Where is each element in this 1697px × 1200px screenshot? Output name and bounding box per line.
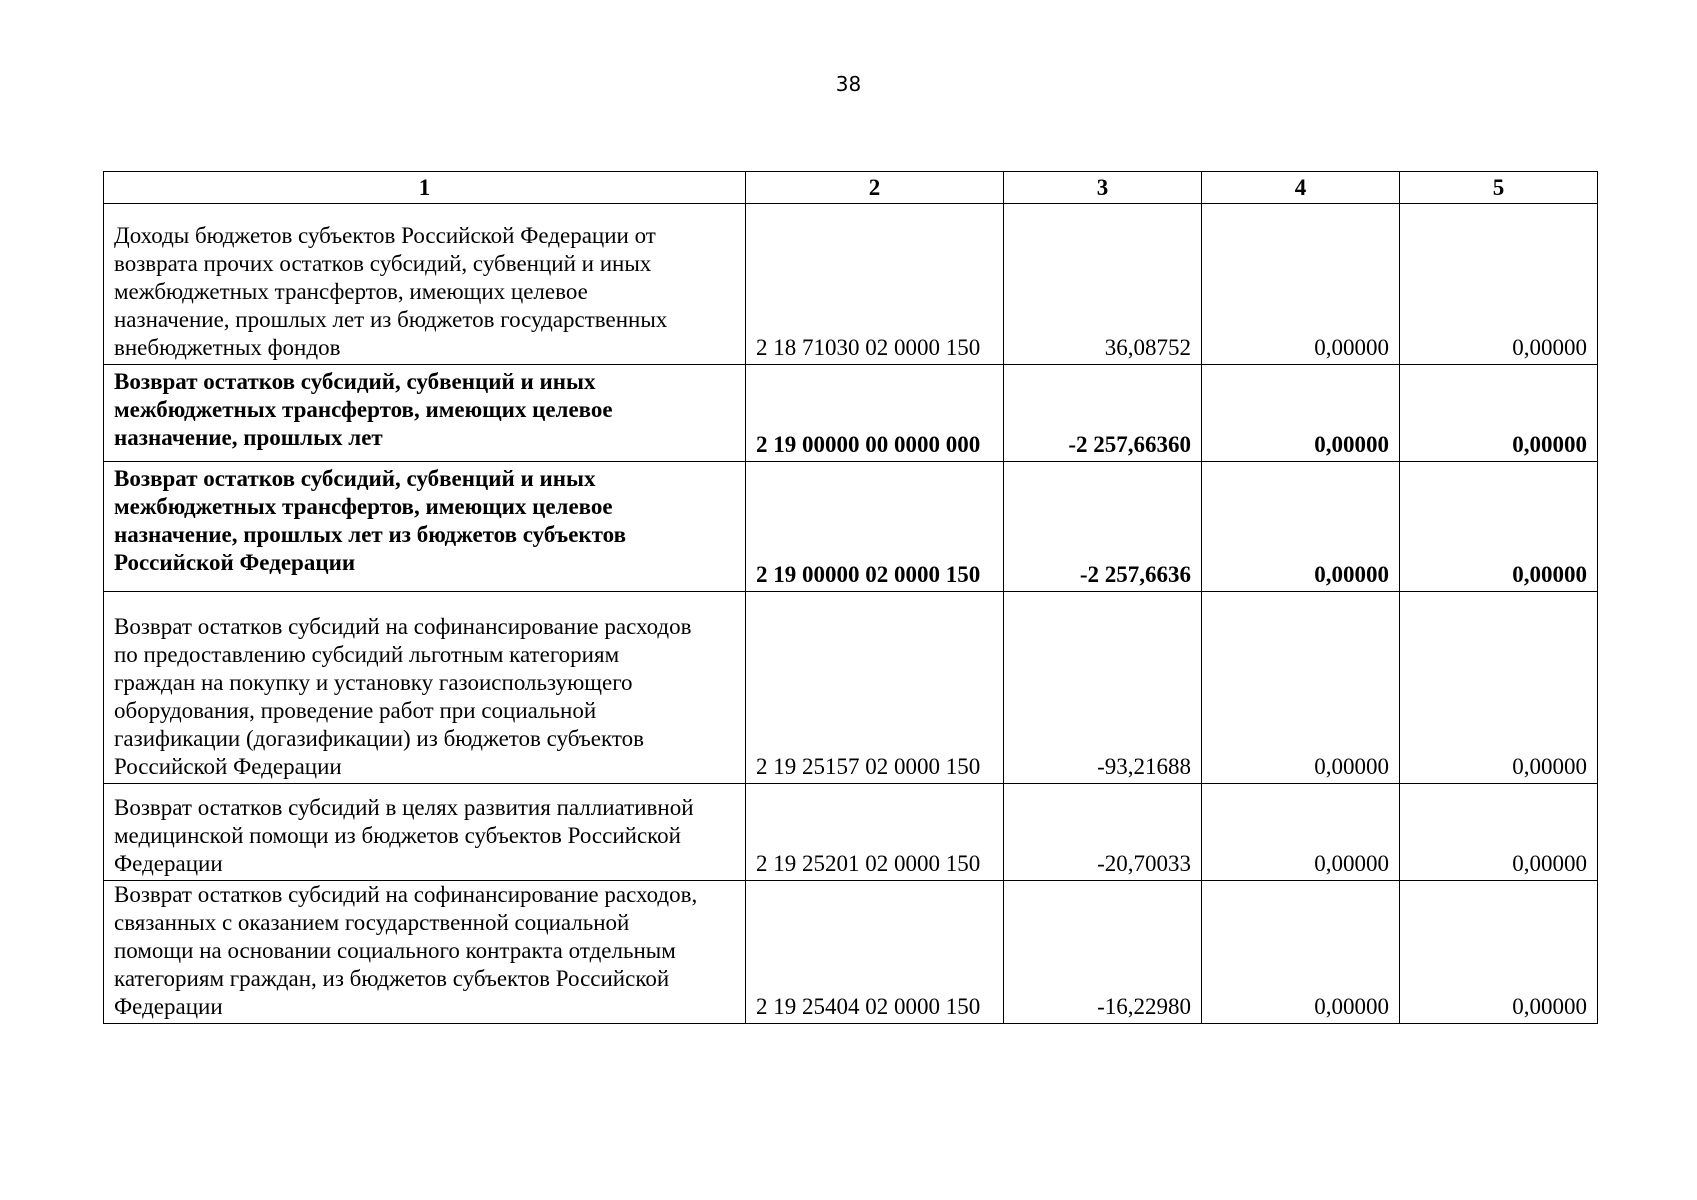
description-line: Федерации <box>114 994 223 1019</box>
table-row <box>104 462 1598 592</box>
description-line: по предоставлению субсидий льготным категориям <box>114 642 620 667</box>
table-row <box>104 784 1598 881</box>
row-value-col5: 0,00000 <box>1400 462 1598 592</box>
description-line: Федерации <box>114 851 223 876</box>
column-header-3: 3 <box>1004 172 1202 204</box>
row-value-col3: -93,21688 <box>1004 592 1202 784</box>
row-description <box>104 365 746 462</box>
row-value-col3: -16,22980 <box>1004 881 1202 1024</box>
row-description <box>104 592 746 784</box>
description-line: назначение, прошлых лет <box>114 425 383 450</box>
row-value-col4: 0,00000 <box>1202 784 1400 881</box>
row-value-col3: -20,70033 <box>1004 784 1202 881</box>
column-header-1: 1 <box>104 172 746 204</box>
description-line: Возврат остатков субсидий в целях развития паллиативной <box>114 795 694 820</box>
description-line: Возврат остатков субсидий, субвенций и иных <box>114 466 596 491</box>
row-value-col4: 0,00000 <box>1202 881 1400 1024</box>
description-line: возврата прочих остатков субсидий, субвенций и иных <box>114 251 652 276</box>
column-header-5: 5 <box>1400 172 1598 204</box>
description-line: Российской Федерации <box>114 754 342 779</box>
row-code: 2 19 00000 00 0000 000 <box>746 365 1004 462</box>
description-line: Доходы бюджетов субъектов Российской Федерации от <box>114 223 656 248</box>
row-value-col5: 0,00000 <box>1400 592 1598 784</box>
description-line: Российской Федерации <box>114 550 356 575</box>
row-value-col4: 0,00000 <box>1202 592 1400 784</box>
row-value-col4: 0,00000 <box>1202 365 1400 462</box>
description-line: межбюджетных трансфертов, имеющих целевое <box>114 397 613 422</box>
table-row <box>104 365 1598 462</box>
row-description <box>104 881 746 1024</box>
row-value-col5: 0,00000 <box>1400 881 1598 1024</box>
table-row <box>104 204 1598 365</box>
description-line: оборудования, проведение работ при социальной <box>114 698 597 723</box>
description-line: назначение, прошлых лет из бюджетов государственных <box>114 307 668 332</box>
column-header-4: 4 <box>1202 172 1400 204</box>
table-row <box>104 881 1598 1024</box>
description-line: граждан на покупку и установку газоиспользующего <box>114 670 633 695</box>
row-value-col3: 36,08752 <box>1004 204 1202 365</box>
description-line: связанных с оказанием государственной социальной <box>114 910 630 935</box>
row-value-col5: 0,00000 <box>1400 784 1598 881</box>
table-header-row <box>104 172 1598 204</box>
row-description <box>104 204 746 365</box>
row-value-col3: -2 257,6636 <box>1004 462 1202 592</box>
row-code: 2 19 00000 02 0000 150 <box>746 462 1004 592</box>
description-line: категориям граждан, из бюджетов субъектов Российской <box>114 966 670 991</box>
description-line: медицинской помощи из бюджетов субъектов Российской <box>114 823 681 848</box>
row-value-col4: 0,00000 <box>1202 462 1400 592</box>
budget-table <box>103 171 1598 1024</box>
row-code: 2 18 71030 02 0000 150 <box>746 204 1004 365</box>
description-line: Возврат остатков субсидий, субвенций и иных <box>114 369 596 394</box>
row-code: 2 19 25201 02 0000 150 <box>746 784 1004 881</box>
description-line: внебюджетных фондов <box>114 335 341 360</box>
description-line: Возврат остатков субсидий на софинансирование расходов, <box>114 882 698 907</box>
row-description <box>104 462 746 592</box>
row-value-col5: 0,00000 <box>1400 365 1598 462</box>
row-code: 2 19 25157 02 0000 150 <box>746 592 1004 784</box>
description-line: межбюджетных трансфертов, имеющих целевое <box>114 279 588 304</box>
column-header-2: 2 <box>746 172 1004 204</box>
row-value-col3: -2 257,66360 <box>1004 365 1202 462</box>
row-description <box>104 784 746 881</box>
description-line: межбюджетных трансфертов, имеющих целевое <box>114 494 613 519</box>
description-line: помощи на основании социального контракта отдельным <box>114 938 676 963</box>
row-value-col5: 0,00000 <box>1400 204 1598 365</box>
table-row <box>104 592 1598 784</box>
row-code: 2 19 25404 02 0000 150 <box>746 881 1004 1024</box>
page-number: 38 <box>835 72 862 96</box>
description-line: Возврат остатков субсидий на софинансирование расходов <box>114 614 692 639</box>
description-line: газификации (догазификации) из бюджетов субъектов <box>114 726 644 751</box>
row-value-col4: 0,00000 <box>1202 204 1400 365</box>
description-line: назначение, прошлых лет из бюджетов субъектов <box>114 522 627 547</box>
